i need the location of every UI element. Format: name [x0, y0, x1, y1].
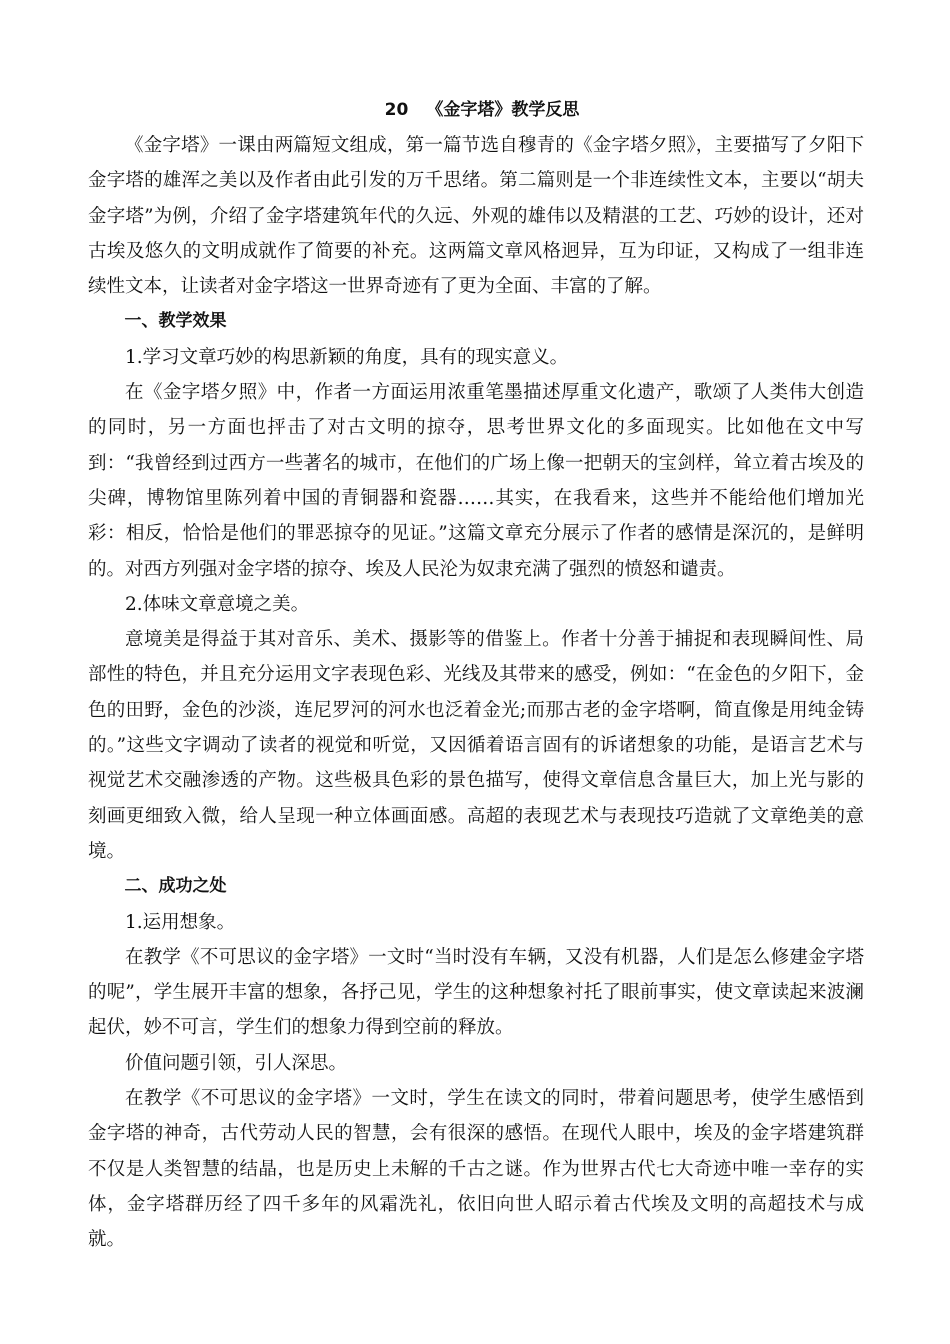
point-paragraph: 在《金字塔夕照》中，作者一方面运用浓重笔墨描述厚重文化遗产，歌颂了人类伟大创造的同时，另一方面也抨击了对古文明的掠夺，思考世界文化的多面现实。比如他在文中写到：“我曾经到过西方一些著名的城市，在他们的广场上像一把朝天的宝剑样，耸立着古埃及的尖碑，博物馆里陈列着中国的青铜器和瓷器……其实，在我看来，这些并不能给他们增加光彩：相反，恰恰是他们的罪恶掠夺的见证。”这篇文章充分展示了作者的感情是深沉的，是鲜明的。对西方列强对金字塔的掠夺、埃及人民沦为奴隶充满了强烈的愤怒和谴责。 [88, 382, 864, 580]
intro-paragraph: 《金字塔》一课由两篇短文组成，第一篇节选自穆青的《金字塔夕照》，主要描写了夕阳下金字塔的雄浑之美以及作者由此引发的万千思绪。第二篇则是一个非连续性文本，主要以“胡夫金字塔”为例，介绍了金字塔建筑年代的久远、外观的雄伟以及精湛的工艺、巧妙的设计，还对古埃及悠久的文明成就作了简要的补充。这两篇文章风格迥异，互为印证，又构成了一组非连续性文本，让读者对金字塔这一世界奇迹有了更为全面、丰富的了解。 [88, 135, 864, 298]
point-title: 价值问题引领，引人深思。 [125, 1052, 348, 1074]
lesson-number: 20 [384, 100, 409, 120]
point-title: 2.体味文章意境之美。 [125, 593, 310, 615]
point-title: 1.学习文章巧妙的构思新颖的角度，具有的现实意义。 [125, 346, 569, 368]
section-heading-successes: 二、成功之处 [124, 876, 227, 897]
point-paragraph: 在教学《不可思议的金字塔》一文时，学生在读文的同时，带着问题思考，使学生感悟到金字塔的神奇，古代劳动人民的智慧，会有很深的感悟。在现代人眼中，埃及的金字塔建筑群不仅是人类智慧的结晶，也是历史上未解的千古之谜。作为世界古代七大奇迹中唯一幸存的实体，金字塔群历经了四千多年的风霜洗礼，依旧向世人昭示着古代埃及文明的高超技术与成就。 [88, 1088, 864, 1251]
title-text: 《金字塔》教学反思 [426, 100, 580, 120]
point-paragraph: 在教学《不可思议的金字塔》一文时“当时没有车辆，又没有机器，人们是怎么修建金字塔的呢”，学生展开丰富的想象，各抒己见，学生的这种想象衬托了眼前事实，使文章读起来波澜起伏，妙不可言，学生们的想象力得到空前的释放。 [88, 946, 864, 1039]
point-title: 1.运用想象。 [125, 911, 236, 933]
point-paragraph: 意境美是得益于其对音乐、美术、摄影等的借鉴上。作者十分善于捕捉和表现瞬间性、局部性的特色，并且充分运用文字表现色彩、光线及其带来的感受，例如：“在金色的夕阳下，金色的田野，金色的沙淡，连尼罗河的河水也泛着金光;而那古老的金字塔啊，简直像是用纯金铸的。”这些文字调动了读者的视觉和听觉，又因循着语言固有的诉诸想象的功能，是语言艺术与视觉艺术交融渗透的产物。这些极具色彩的景色描写，使得文章信息含量巨大，加上光与影的刻画更细致入微，给人呈现一种立体画面感。高超的表现艺术与表现技巧造就了文章绝美的意境。 [88, 629, 864, 862]
section-heading-teaching-effect: 一、教学效果 [124, 311, 227, 332]
page-title [88, 92, 864, 128]
document-page [88, 92, 864, 1258]
